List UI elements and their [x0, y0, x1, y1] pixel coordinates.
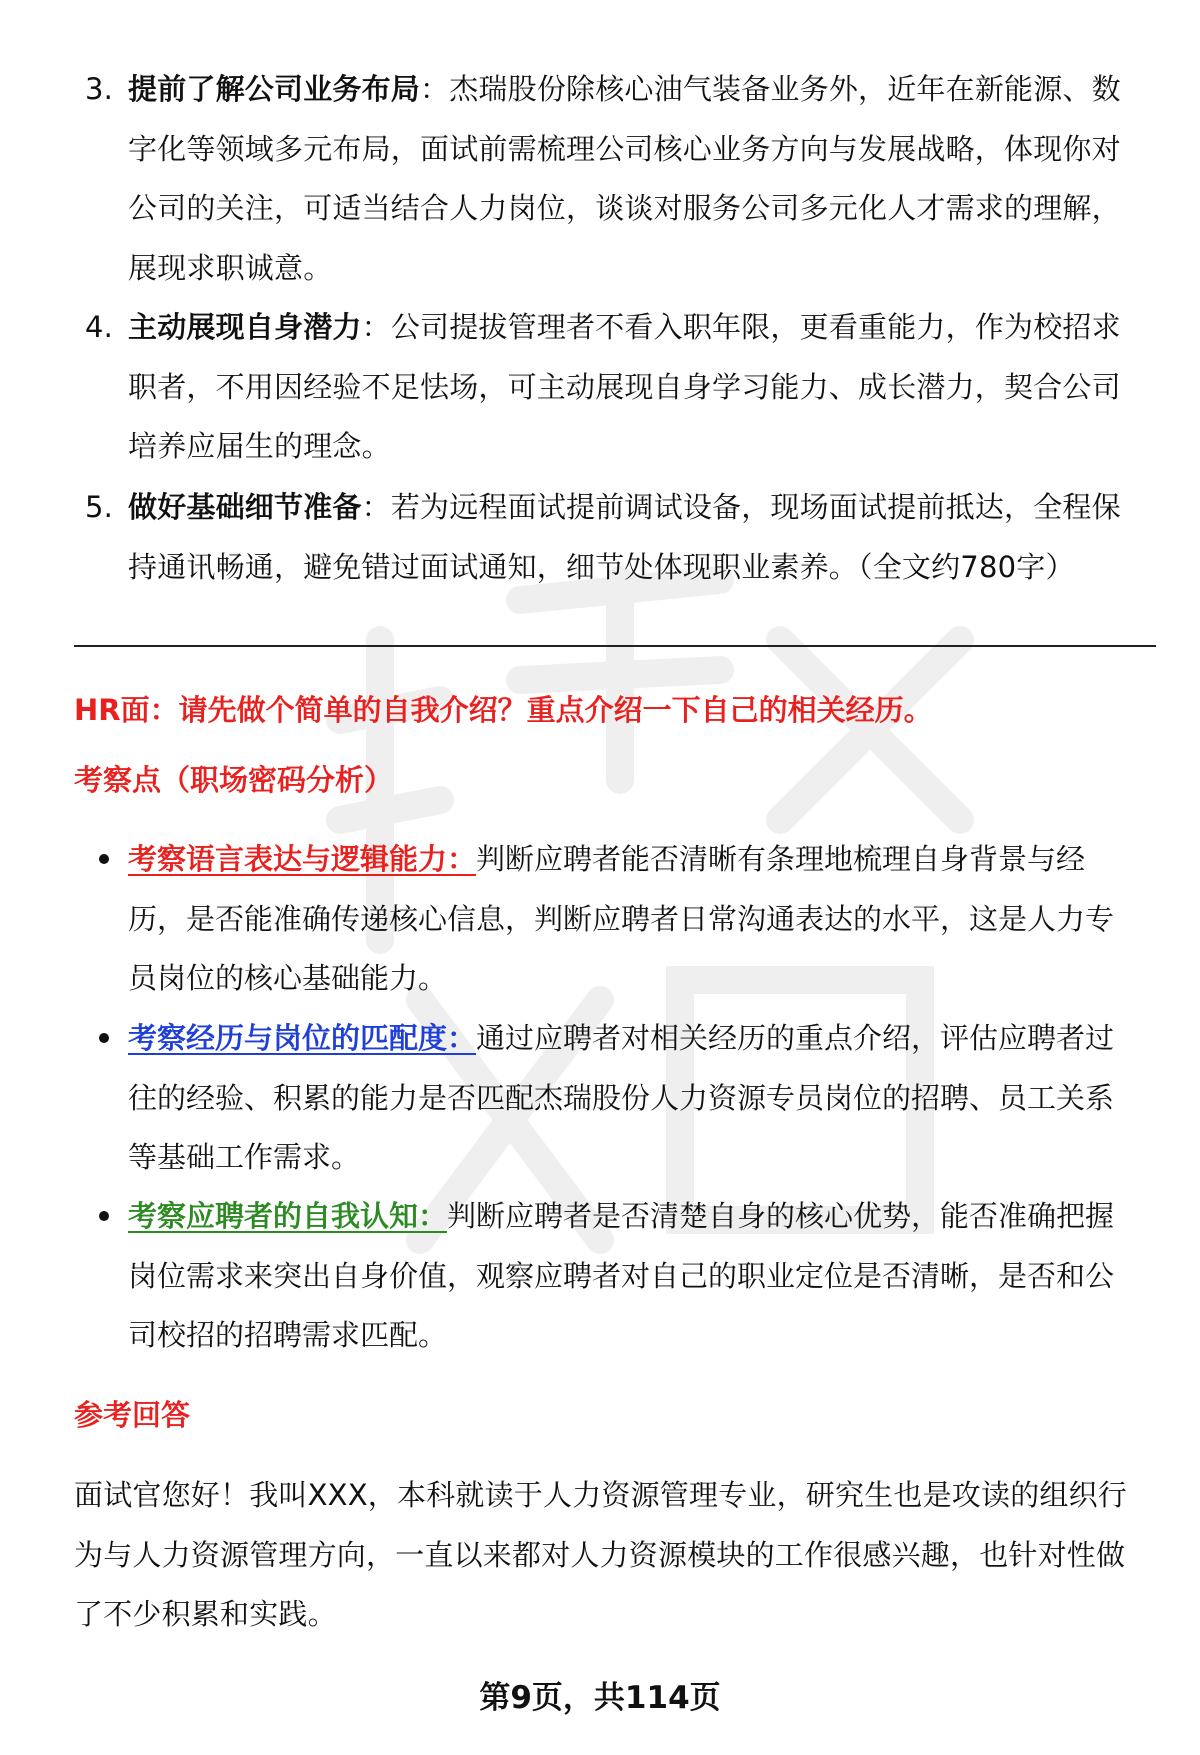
bullet-item-2 [128, 1009, 1158, 1188]
bullet-line: 员岗位的核心基础能力。 [128, 961, 448, 995]
bullet-item-3 [128, 1187, 1158, 1366]
item-title: 提前了解公司业务布局 [128, 72, 421, 106]
item-line: 公司的关注，可适当结合人力岗位，谈谈对服务公司多元化人才需求的理解， [128, 191, 1121, 225]
bullet-lead: 考察经历与岗位的匹配度： [128, 1021, 477, 1055]
item-line [128, 60, 1168, 120]
item-line: 持通讯畅通，避免错过面试通知，细节处体现职业素养。（全文约780字） [128, 549, 1075, 584]
item-line: 字化等领域多元布局，面试前需梳理公司核心业务方向与发展战略，体现你对 [128, 131, 1121, 166]
bullet-dot-icon [99, 1211, 109, 1221]
item-text: 杰瑞股份除核心油气装备业务外，近年在新能源、数 [449, 72, 1121, 106]
bullet-line: 历，是否能准确传递核心信息，判断应聘者日常沟通表达的水平，这是人力专 [128, 901, 1115, 936]
bullet-line: 司校招的招聘需求匹配。 [128, 1318, 448, 1352]
item-sep: ： [361, 310, 391, 344]
section-divider [74, 645, 1156, 647]
item-line: 展现求职诚意。 [128, 250, 333, 285]
bullet-line [128, 1009, 1158, 1069]
bullet-text: 判断应聘者能否清晰有条理地梳理自身背景与经 [476, 842, 1086, 876]
bullet-item-1 [128, 830, 1158, 1009]
answer-line: 了不少积累和实践。 [74, 1597, 337, 1631]
item-line: 职者，不用因经验不足怯场，可主动展现自身学习能力、成长潜力，契合公司 [128, 369, 1121, 404]
bullet-text: 通过应聘者对相关经历的重点介绍，评估应聘者过 [476, 1021, 1115, 1055]
numbered-item-5 [85, 478, 1168, 597]
answer-line: 为与人力资源管理方向，一直以来都对人力资源模块的工作很感兴趣，也针对性做 [74, 1537, 1126, 1572]
bullet-dot-icon [99, 854, 109, 864]
bullet-line [128, 830, 1158, 890]
answer-line: 面试官您好！我叫XXX，本科就读于人力资源管理专业，研究生也是攻读的组织行 [74, 1478, 1128, 1512]
item-sep: ： [361, 490, 391, 524]
bullet-line: 岗位需求来突出自身价值，观察应聘者对自己的职业定位是否清晰，是否和公 [128, 1258, 1115, 1293]
item-line [128, 298, 1168, 358]
numbered-item-3 [85, 60, 1168, 298]
bullet-line [128, 1187, 1158, 1247]
bullet-lead: 考察应聘者的自我认知： [128, 1199, 448, 1233]
bullet-text: 判断应聘者是否清楚自身的核心优势，能否准确把握 [447, 1199, 1115, 1233]
bullet-line: 往的经验、积累的能力是否匹配杰瑞股份人力资源专员岗位的招聘、员工关系 [128, 1080, 1115, 1115]
bullet-line: 等基础工作需求。 [128, 1140, 361, 1174]
answer-heading: 参考回答 [74, 1398, 191, 1432]
item-title: 做好基础细节准备 [128, 490, 362, 524]
page-footer: 第9页，共114页 [479, 1680, 721, 1716]
item-number: 3. [85, 72, 114, 106]
bullet-dot-icon [99, 1033, 109, 1043]
item-sep: ： [420, 72, 450, 106]
item-number: 5. [85, 490, 114, 524]
item-number: 4. [85, 310, 114, 344]
item-line: 培养应届生的理念。 [128, 429, 391, 463]
item-text: 若为远程面试提前调试设备，现场面试提前抵达，全程保 [390, 490, 1121, 524]
bullet-lead: 考察语言表达与逻辑能力： [128, 842, 477, 876]
interview-question: HR面：请先做个简单的自我介绍？重点介绍一下自己的相关经历。 [74, 693, 933, 727]
item-text: 公司提拔管理者不看入职年限，更看重能力，作为校招求 [390, 310, 1121, 344]
numbered-item-4 [85, 298, 1168, 477]
section-heading: 考察点（职场密码分析） [74, 763, 394, 797]
item-title: 主动展现自身潜力 [128, 310, 362, 344]
item-line [128, 478, 1168, 538]
answer-paragraph [74, 1466, 1164, 1645]
